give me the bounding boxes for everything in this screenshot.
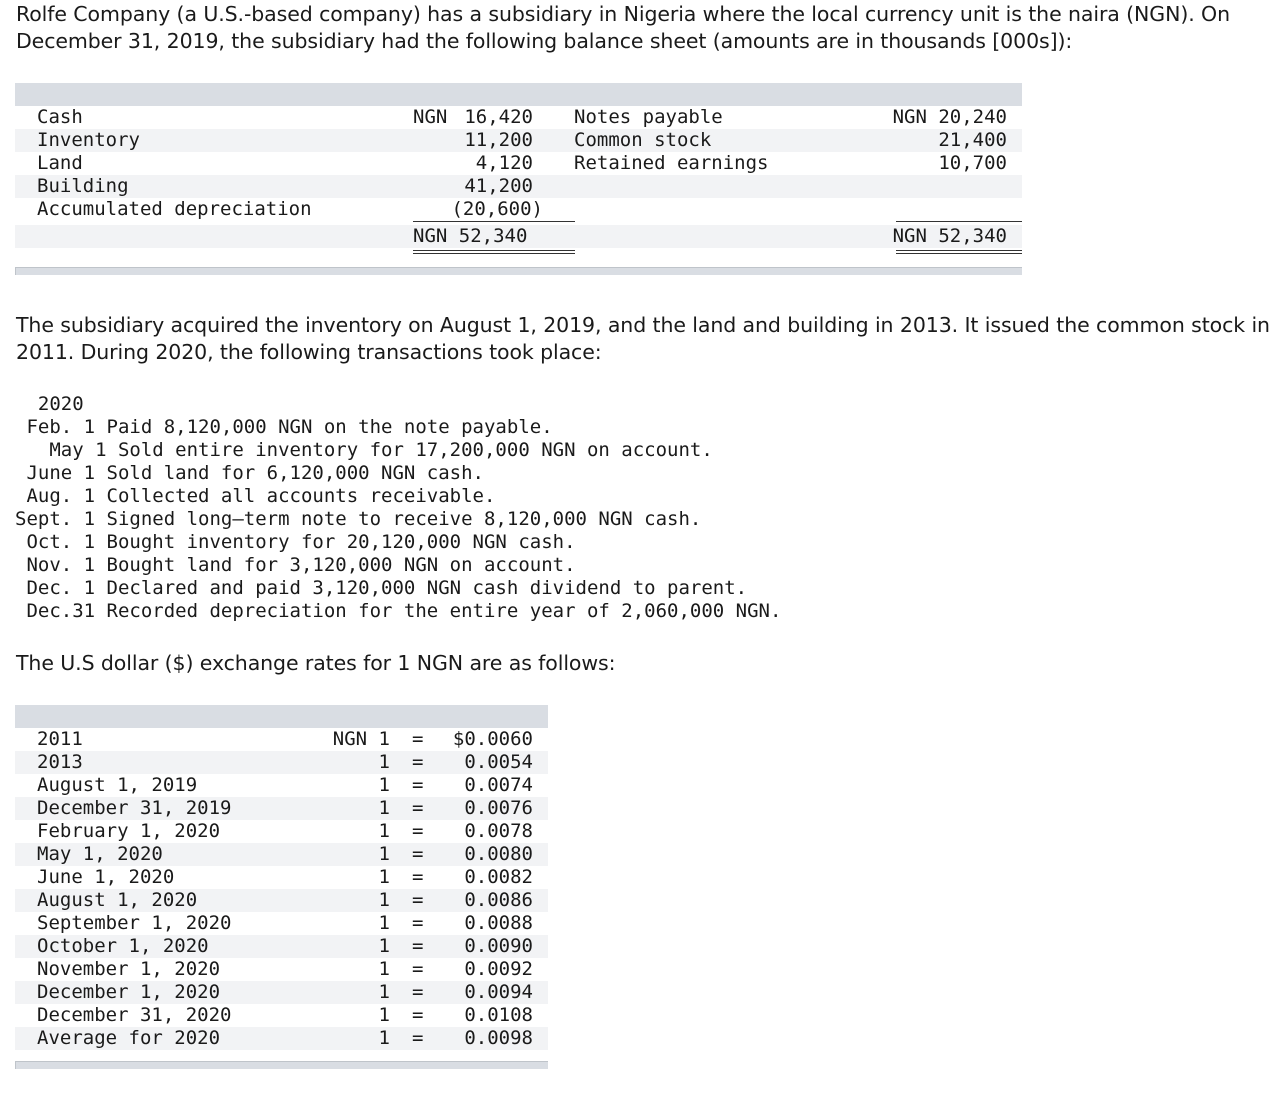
list-item: 2020: [15, 393, 84, 415]
rate-equals: =: [412, 889, 424, 911]
rate-usd: 0.0108: [464, 1004, 533, 1026]
table-row: [15, 843, 548, 866]
table-row: [15, 1027, 548, 1050]
rate-usd: 0.0088: [464, 912, 533, 934]
rate-ngn: 1: [378, 774, 390, 796]
rate-ngn: 1: [378, 797, 390, 819]
asset-label: Land: [37, 152, 83, 174]
rate-ngn: 1: [378, 889, 390, 911]
table-header-bar: [15, 705, 548, 728]
rate-equals: =: [412, 820, 424, 842]
rate-equals: =: [412, 1004, 424, 1026]
rate-usd: 0.0074: [464, 774, 533, 796]
rate-ngn: 1: [378, 912, 390, 934]
list-item: June 1 Sold land for 6,120,000 NGN cash.: [15, 462, 484, 484]
rate-equals: =: [412, 981, 424, 1003]
rate-ngn: NGN 1: [332, 728, 390, 750]
rate-usd: 0.0098: [464, 1027, 533, 1049]
rate-usd: 0.0092: [464, 958, 533, 980]
table-footer-bar: [15, 267, 1022, 275]
rate-ngn: 1: [378, 1004, 390, 1026]
asset-label: Cash: [37, 106, 83, 128]
table-row: [15, 106, 1022, 129]
rate-ngn: 1: [378, 935, 390, 957]
list-item: Dec.31 Recorded depreciation for the entire year of 2,060,000 NGN.: [15, 600, 782, 622]
table-row: [15, 820, 548, 843]
rate-ngn: 1: [378, 981, 390, 1003]
rate-date: August 1, 2019: [37, 774, 198, 796]
list-item: Feb. 1 Paid 8,120,000 NGN on the note payable.: [15, 416, 553, 438]
asset-prefix: NGN: [413, 106, 448, 128]
asset-total: NGN 52,340: [413, 225, 528, 247]
list-item: May 1 Sold entire inventory for 17,200,000 NGN on account.: [15, 439, 713, 461]
table-row: [15, 1004, 548, 1027]
list-item: Dec. 1 Declared and paid 3,120,000 NGN cash dividend to parent.: [15, 577, 748, 599]
exchange-rate-table: [15, 705, 548, 1070]
rate-date: December 31, 2019: [37, 797, 232, 819]
rate-usd: 0.0094: [464, 981, 533, 1003]
liability-label: Common stock: [574, 129, 712, 151]
rate-date: 2013: [37, 751, 83, 773]
table-row: [15, 774, 548, 797]
list-item: Oct. 1 Bought inventory for 20,120,000 NGN cash.: [15, 531, 576, 553]
table-header-bar: [15, 83, 1022, 106]
rate-equals: =: [412, 958, 424, 980]
rate-equals: =: [412, 774, 424, 796]
asset-label: Inventory: [37, 129, 140, 151]
total-double-rule: [413, 250, 575, 254]
rate-equals: =: [412, 935, 424, 957]
rate-date: December 31, 2020: [37, 1004, 232, 1026]
list-item: Aug. 1 Collected all accounts receivable.: [15, 485, 496, 507]
rate-date: September 1, 2020: [37, 912, 232, 934]
liability-label: Retained earnings: [574, 152, 769, 174]
table-footer-bar: [15, 1061, 548, 1069]
intro-paragraph: Rolfe Company (a U.S.-based company) has a subsidiary in Nigeria where the local currency unit is the naira (NGN). On December 31, 2019, the subsidiary had the following balance sheet (amounts are in thousands [000s]):: [16, 2, 1230, 53]
table-row: [15, 797, 548, 820]
rate-usd: 0.0090: [464, 935, 533, 957]
table-row: [15, 912, 548, 935]
balance-sheet-table: [15, 83, 1022, 275]
rate-date: Average for 2020: [37, 1027, 221, 1049]
asset-amount: 41,200: [464, 175, 533, 197]
rate-equals: =: [412, 866, 424, 888]
rate-date: December 1, 2020: [37, 981, 221, 1003]
rate-equals: =: [412, 751, 424, 773]
rate-usd: 0.0080: [464, 843, 533, 865]
list-item: Nov. 1 Bought land for 3,120,000 NGN on account.: [15, 554, 576, 576]
paragraph-rates-intro: The U.S dollar ($) exchange rates for 1 NGN are as follows:: [16, 651, 616, 675]
subtotal-rule: [896, 221, 1022, 222]
rate-usd: 0.0076: [464, 797, 533, 819]
table-row: [15, 981, 548, 1004]
asset-label: Accumulated depreciation: [37, 198, 312, 220]
total-double-rule: [896, 250, 1022, 254]
table-row: [15, 866, 548, 889]
rate-date: August 1, 2020: [37, 889, 198, 911]
liability-amount: NGN 20,240: [892, 106, 1007, 128]
rate-ngn: 1: [378, 958, 390, 980]
liability-label: Notes payable: [574, 106, 723, 128]
rate-equals: =: [412, 797, 424, 819]
rate-equals: =: [412, 843, 424, 865]
table-row: [15, 198, 1022, 221]
asset-amount: 16,420: [464, 106, 533, 128]
rate-date: October 1, 2020: [37, 935, 209, 957]
rate-date: June 1, 2020: [37, 866, 175, 888]
rate-equals: =: [412, 912, 424, 934]
liability-amount: 21,400: [938, 129, 1007, 151]
table-row: [15, 958, 548, 981]
rate-date: 2011: [37, 728, 83, 750]
table-row: [15, 935, 548, 958]
asset-amount: 11,200: [464, 129, 533, 151]
list-item: Sept. 1 Signed long–term note to receive 8,120,000 NGN cash.: [15, 508, 702, 530]
liability-amount: 10,700: [938, 152, 1007, 174]
table-row: [15, 889, 548, 912]
subtotal-rule: [413, 221, 575, 222]
table-row: [15, 728, 548, 751]
rate-equals: =: [412, 1027, 424, 1049]
paragraph-transactions-intro: The subsidiary acquired the inventory on August 1, 2019, and the land and building in 2013. It issued the common stock in 2011. During 2020, the following transactions took place:: [16, 313, 1270, 364]
rate-usd: 0.0054: [464, 751, 533, 773]
table-row: [15, 751, 548, 774]
asset-amount: 4,120: [475, 152, 533, 174]
rate-ngn: 1: [378, 843, 390, 865]
table-row-total: [15, 225, 1022, 248]
rate-date: May 1, 2020: [37, 843, 163, 865]
rate-usd: 0.0086: [464, 889, 533, 911]
table-row: [15, 129, 1022, 152]
asset-amount: (20,600): [451, 198, 543, 220]
rate-usd: $0.0060: [452, 728, 533, 750]
table-row: [15, 175, 1022, 198]
rate-usd: 0.0082: [464, 866, 533, 888]
rate-date: February 1, 2020: [37, 820, 221, 842]
asset-label: Building: [37, 175, 129, 197]
rate-usd: 0.0078: [464, 820, 533, 842]
rate-ngn: 1: [378, 820, 390, 842]
rate-ngn: 1: [378, 1027, 390, 1049]
rate-ngn: 1: [378, 751, 390, 773]
rate-equals: =: [412, 728, 424, 750]
rate-ngn: 1: [378, 866, 390, 888]
rate-date: November 1, 2020: [37, 958, 221, 980]
liability-total: NGN 52,340: [892, 225, 1007, 247]
table-row: [15, 152, 1022, 175]
